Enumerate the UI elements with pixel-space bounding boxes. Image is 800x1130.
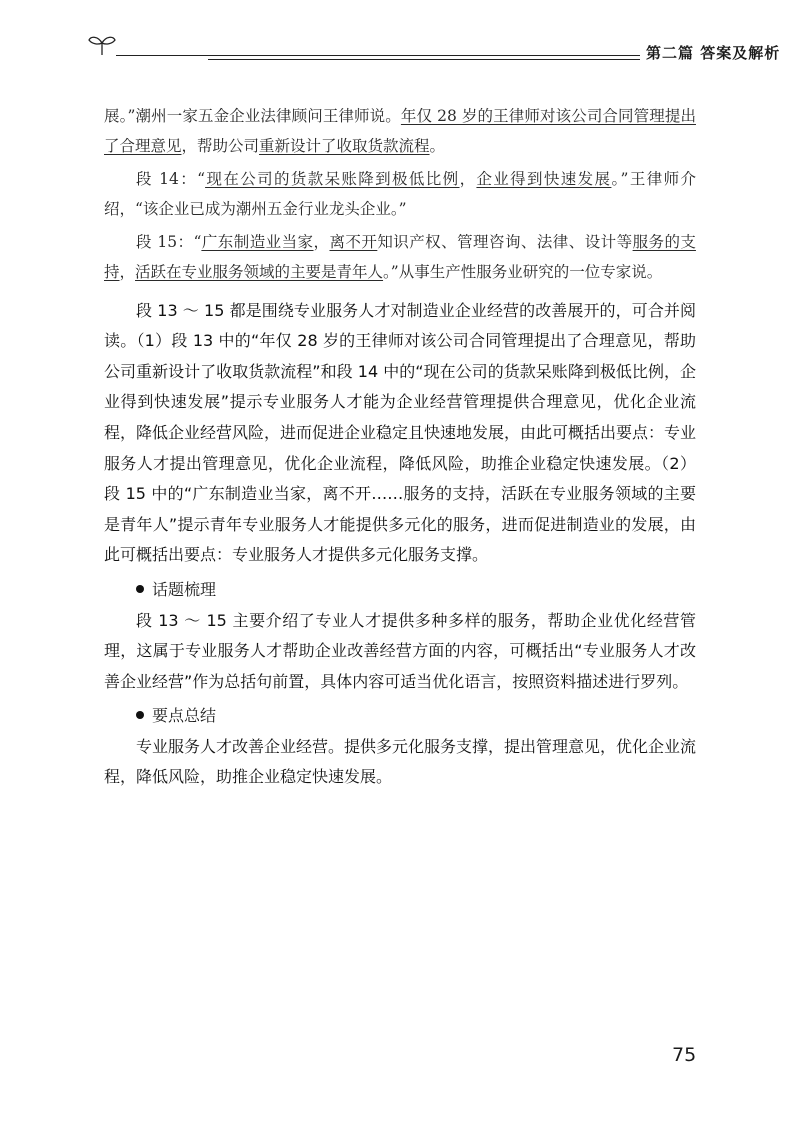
section-label: 第二篇 答案及解析 [646, 44, 781, 62]
header-rule [116, 55, 640, 56]
underlined-text: 企业得到快速发展 [476, 170, 612, 189]
underlined-text: 广东制造业当家 [201, 233, 314, 252]
text-run: ，帮助公司 [181, 136, 260, 155]
text-run: ， [313, 233, 330, 252]
heading-text: 要点总结 [152, 706, 217, 726]
underlined-text: 离不开 [329, 233, 378, 252]
underlined-text: 活跃在专业服务领域的主要是青年人 [135, 262, 384, 281]
page-content [104, 102, 696, 793]
underlined-text: 服务的支持 [104, 233, 696, 281]
text-run: 。”从事生产性服务业研究的一位专家说。 [383, 262, 663, 281]
topic-paragraph: 段 13 ～ 15 主要介绍了专业人才提供多种多样的服务，帮助企业优化经营管理，这属于专业服务人才帮助企业改善经营方面的内容，可概括出“专业服务人才改善企业经营”作为总括句前置，具体内容可适当优化语言，按照资料描述进行罗列。 [104, 610, 696, 691]
source-paragraph-14 [104, 165, 696, 224]
bullet-icon [136, 711, 144, 719]
text-run: 展。”潮州一家五金企业法律顾问王律师说。 [104, 107, 401, 125]
header-rule-thin [208, 59, 640, 60]
source-paragraph-13-end [104, 102, 696, 161]
summary-heading [104, 701, 696, 732]
summary-paragraph: 专业服务人才改善企业经营。提供多元化服务支撑，提出管理意见，优化企业流程，降低风险，助推企业稳定快速发展。 [104, 736, 697, 787]
source-paragraph-15 [104, 228, 696, 287]
topic-heading [104, 575, 696, 606]
text-run: 段 15：“ [136, 233, 202, 252]
text-run: 。”王律师介绍，“该企业已成为潮州五金行业龙头企业。” [104, 170, 696, 218]
underlined-text: 重新设计了收取货款流程 [259, 136, 430, 155]
sprout-icon [88, 34, 116, 56]
text-run: ， [119, 262, 136, 281]
analysis-paragraph: 段 13 ～ 15 都是围绕专业服务人才对制造业企业经营的改善展开的，可合并阅读。（1）段 13 中的“年仅 28 岁的王律师对该公司合同管理提出了合理意见，帮助公司重新设计了收取货款流程”和段 14 中的“现在公司的货款呆账降到极低比例，企业得到快速发展”提示专业服务人才能为企业经营管理提供合理意见，优化企业流程，降低企业经营风险，进而促进企业稳定且快速地发展，由此可概括出要点：专业服务人才提出管理意见，优化企业流程，降低风险，助推企业稳定快速发展。（2）段 15 中的“广东制造业当家，离不开……服务的支持，活跃在专业服务领域的主要是青年人”提示青年专业服务人才能提供多元化的服务，进而促进制造业的发展，由此可概括出要点：专业服务人才提供多元化服务支撑。 [104, 300, 697, 565]
text-run: ， [459, 170, 477, 189]
text-run: 知识产权、管理咨询、法律、设计等 [377, 233, 633, 252]
underlined-text: 现在公司的货款呆账降到极低比例 [205, 170, 460, 189]
heading-text: 话题梳理 [152, 579, 217, 599]
page-number: 75 [672, 1044, 697, 1066]
running-header [88, 30, 781, 70]
bullet-icon [136, 585, 144, 593]
text-run: 。 [429, 136, 446, 155]
underlined-text: 年仅 28 岁的王律师对该公司合同管理提出了合理意见 [104, 107, 696, 155]
text-run: 段 14：“ [136, 170, 206, 189]
